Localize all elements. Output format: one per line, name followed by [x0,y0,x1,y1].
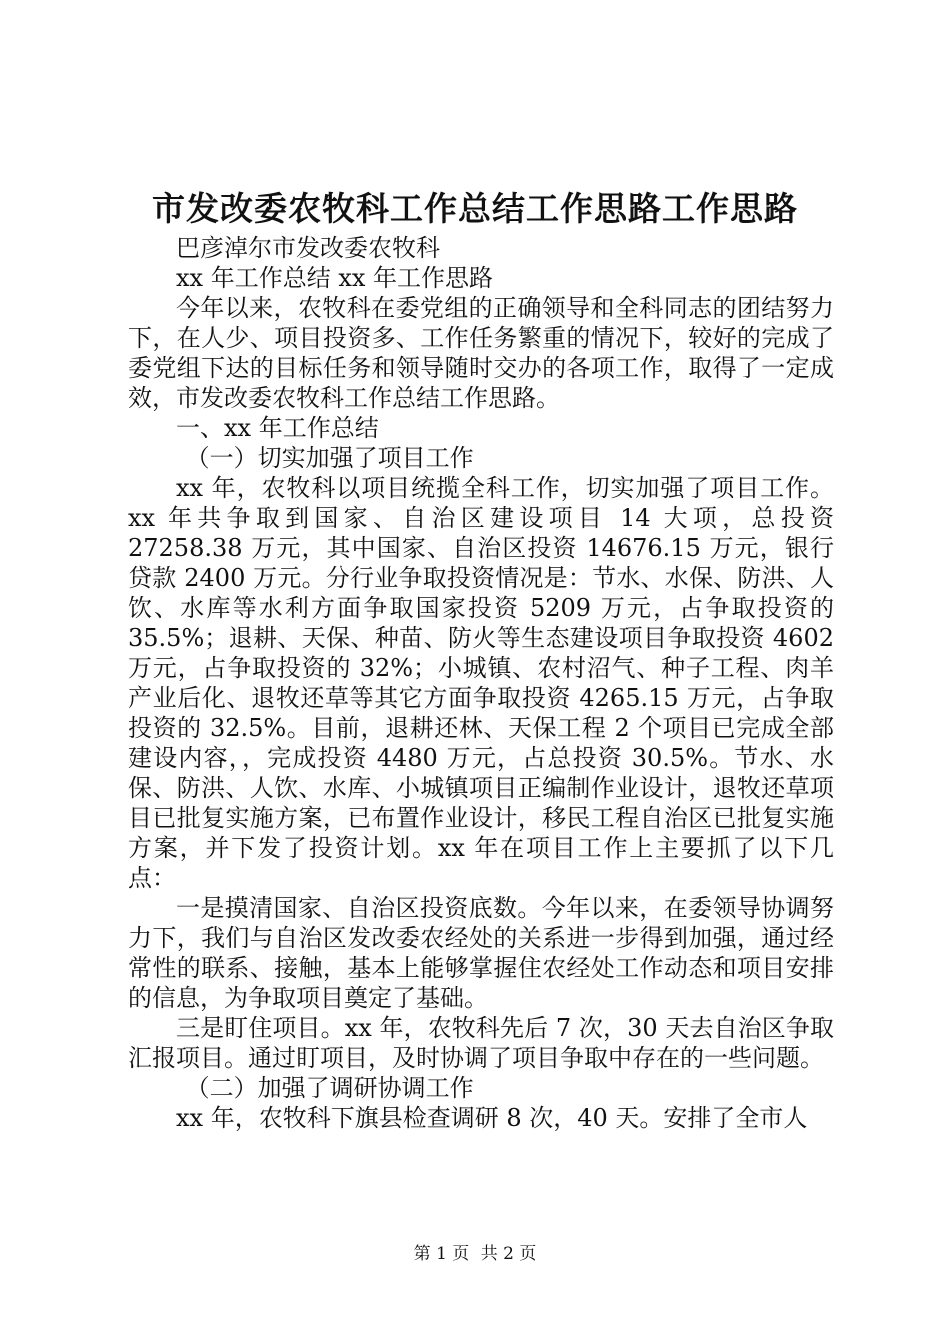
section-heading: 一、xx 年工作总结 [176,414,379,442]
point-one-paragraph: 一是摸清国家、自治区投资底数。今年以来，在委领导协调努力下，我们与自治区发改委农经处的关系进一步得到加强，通过经常性的联系、接触，基本上能够掌握住农经处工作动态和项目安排的信息，为争取项目奠定了基础。 [128,894,834,1012]
document-title: 市发改委农牧科工作总结工作思路工作思路 [152,189,798,228]
projects-paragraph: xx 年，农牧科以项目统揽全科工作，切实加强了项目工作。xx 年共争取到国家、自治区建设项目 14 大项，总投资 27258.38 万元，其中国家、自治区投资 14676.15 万元，银行贷款 2400 万元。分行业争取投资情况是：节水、水保、防洪、人饮、水库等水利方面争取国家投资 5209 万元，占争取投资的 35.5%；退耕、天保、种苗、防火等生态建设项目争取投资 4602 万元，占争取投资的 32%；小城镇、农村沼气、种子工程、肉羊产业后化、退牧还草等其它方面争取投资 4265.15 万元，占争取投资的 32.5%。目前，退耕还林、天保工程 2 个项目已完成全部建设内容，，完成投资 4480 万元，占总投资 30.5%。节水、水保、防洪、人饮、水库、小城镇项目正编制作业设计，退牧还草项目已批复实施方案，已布置作业设计，移民工程自治区已批复实施方案，并下发了投资计划。xx 年在项目工作上主要抓了以下几点： [128,474,834,892]
document-body [128,233,834,1133]
subsection-heading: （二）加强了调研协调工作 [185,1074,474,1102]
page-total: 共 2 页 [480,1244,537,1264]
org-line: 巴彦淖尔市发改委农牧科 [176,234,440,262]
subsection-heading: （一）切实加强了项目工作 [185,444,474,472]
subtitle-line: xx 年工作总结 xx 年工作思路 [176,264,494,292]
intro-paragraph: 今年以来，农牧科在委党组的正确领导和全科同志的团结努力下，在人少、项目投资多、工作任务繁重的情况下，较好的完成了委党组下达的目标任务和领导随时交办的各项工作，取得了一定成效，市发改委农牧科工作总结工作思路。 [128,294,834,412]
point-three-paragraph: 三是盯住项目。xx 年，农牧科先后 7 次，30 天去自治区争取汇报项目。通过盯项目，及时协调了项目争取中存在的一些问题。 [128,1014,834,1072]
research-paragraph: xx 年，农牧科下旗县检查调研 8 次，40 天。安排了全市人 [176,1104,808,1132]
page-number: 第 1 页 [413,1244,470,1264]
page-footer [0,1242,950,1266]
